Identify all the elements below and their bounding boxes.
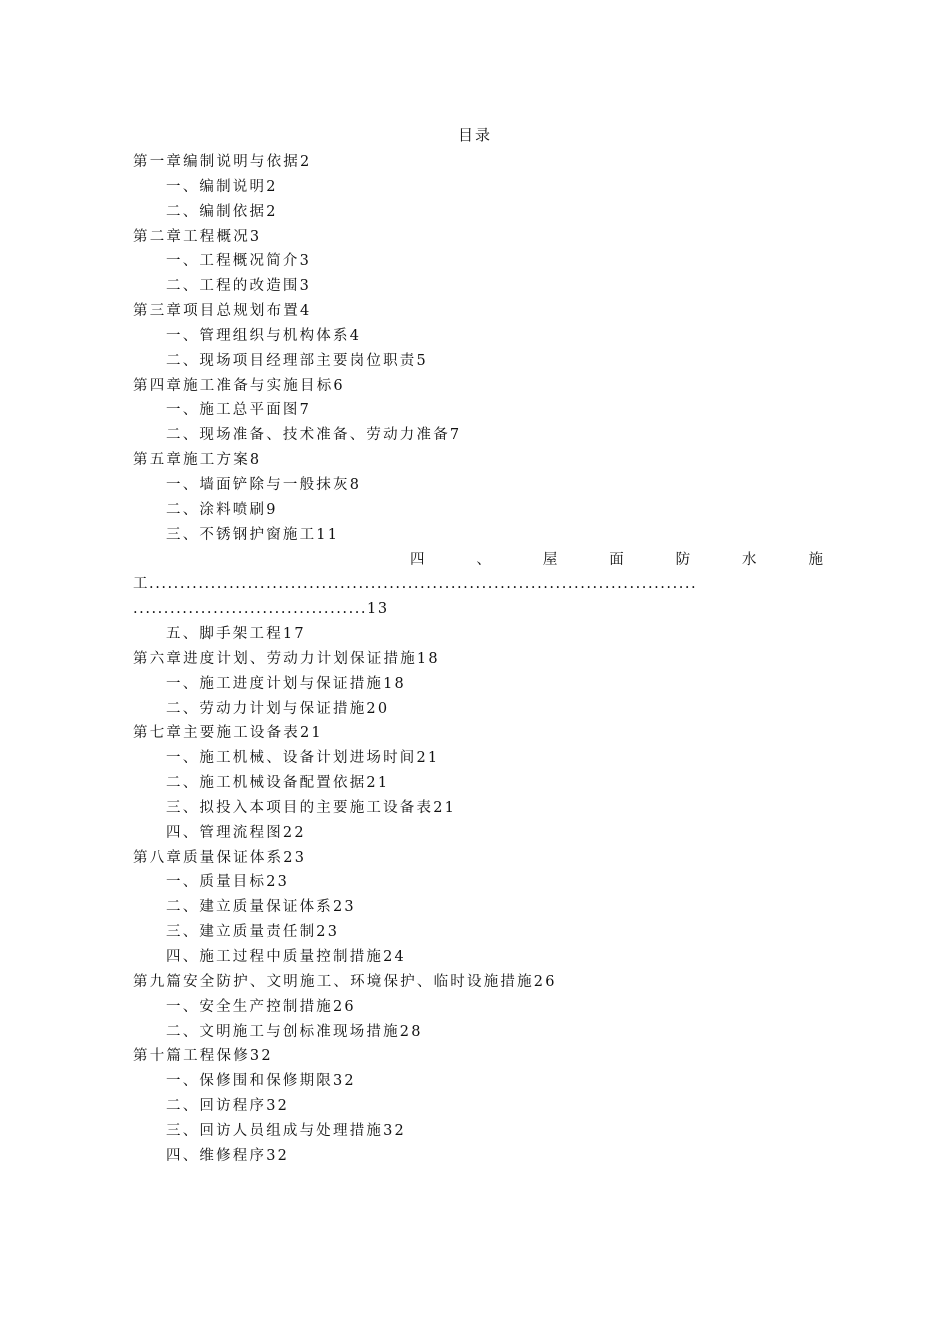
toc-section-entry[interactable]: 一、施工总平面图7 bbox=[166, 402, 312, 419]
toc-chapter-entry[interactable]: 第八章质量保证体系23 bbox=[133, 849, 307, 866]
toc-section-entry[interactable]: 四、维修程序32 bbox=[166, 1147, 290, 1164]
toc-section-entry[interactable]: 二、建立质量保证体系23 bbox=[166, 899, 356, 916]
toc-entry-char: 水 bbox=[742, 551, 757, 568]
toc-chapter-entry[interactable]: 第四章施工准备与实施目标6 bbox=[133, 377, 345, 394]
toc-chapter-entry[interactable]: 第五章施工方案8 bbox=[133, 452, 262, 469]
toc-section-entry[interactable]: 三、回访人员组成与处理措施32 bbox=[166, 1122, 406, 1139]
toc-chapter-entry[interactable]: 第六章进度计划、劳动力计划保证措施18 bbox=[133, 650, 440, 667]
toc-section-entry[interactable]: 二、涂料喷刷9 bbox=[166, 501, 278, 518]
toc-section-entry[interactable]: 五、脚手架工程17 bbox=[166, 626, 306, 643]
toc-section-entry[interactable]: 四、管理流程图22 bbox=[166, 824, 306, 841]
toc-section-entry[interactable]: 一、工程概况简介3 bbox=[166, 253, 312, 270]
toc-chapter-entry[interactable]: 第二章工程概况3 bbox=[133, 228, 262, 245]
toc-section-entry[interactable]: 一、编制说明2 bbox=[166, 178, 278, 195]
toc-section-entry[interactable]: 二、编制依据2 bbox=[166, 203, 278, 220]
toc-section-entry[interactable]: 四、施工过程中质量控制措施24 bbox=[166, 949, 406, 965]
toc-section-entry[interactable]: 一、保修围和保修期限32 bbox=[166, 1073, 356, 1090]
toc-section-entry[interactable]: 三、拟投入本项目的主要施工设备表21 bbox=[166, 799, 457, 816]
toc-entries-part1 bbox=[133, 150, 823, 548]
toc-entry-char: 四 bbox=[410, 551, 425, 568]
toc-entry-char: 防 bbox=[675, 551, 691, 568]
toc-section-entry[interactable]: 一、管理组织与机构体系4 bbox=[166, 327, 362, 344]
toc-section-entry[interactable]: 二、现场准备、技术准备、劳动力准备7 bbox=[166, 427, 462, 444]
toc-section-entry[interactable]: 二、回访程序32 bbox=[166, 1098, 290, 1115]
toc-section-entry[interactable]: 一、墙面铲除与一般抹灰8 bbox=[166, 476, 362, 493]
toc-entry-char: 、 bbox=[476, 551, 491, 568]
toc-entry-leader-page: ......................................13 bbox=[133, 601, 389, 618]
toc-section-entry[interactable]: 二、工程的改造围3 bbox=[166, 278, 312, 295]
toc-section-entry[interactable]: 三、建立质量责任制23 bbox=[166, 924, 340, 941]
toc-chapter-entry[interactable]: 第七章主要施工设备表21 bbox=[133, 725, 323, 742]
toc-section-entry[interactable]: 二、劳动力计划与保证措施20 bbox=[166, 700, 390, 717]
toc-chapter-entry[interactable]: 第九篇安全防护、文明施工、环境保护、临时设施措施26 bbox=[133, 973, 557, 990]
toc-entry-char: 面 bbox=[609, 551, 624, 568]
toc-chapter-entry[interactable]: 第十篇工程保修32 bbox=[133, 1048, 273, 1065]
toc-section-entry[interactable]: 二、施工机械设备配置依据21 bbox=[166, 775, 390, 792]
table-of-contents bbox=[133, 150, 823, 1169]
toc-section-entry[interactable]: 一、施工进度计划与保证措施18 bbox=[166, 675, 406, 692]
toc-section-entry[interactable]: 二、文明施工与创标准现场措施28 bbox=[166, 1023, 423, 1040]
toc-entries-part2 bbox=[133, 622, 823, 1169]
toc-section-entry[interactable]: 二、现场项目经理部主要岗位职责5 bbox=[166, 352, 428, 369]
toc-entry-char: 施 bbox=[808, 551, 823, 568]
toc-chapter-entry[interactable]: 第三章项目总规划布置4 bbox=[133, 303, 312, 320]
toc-section-entry[interactable]: 一、安全生产控制措施26 bbox=[166, 998, 356, 1015]
toc-entry-leader-line: 工......................................................................................... bbox=[133, 576, 698, 593]
toc-entry-char: 屋 bbox=[542, 551, 558, 568]
toc-chapter-entry[interactable]: 第一章编制说明与依据2 bbox=[133, 154, 312, 170]
toc-section-entry[interactable]: 三、不锈钢护窗施工11 bbox=[166, 526, 340, 543]
toc-entry-roof-waterproofing[interactable] bbox=[133, 548, 823, 573]
toc-section-entry[interactable]: 一、质量目标23 bbox=[166, 874, 290, 891]
toc-section-entry[interactable]: 一、施工机械、设备计划进场时间21 bbox=[166, 750, 440, 767]
toc-title: 目录 bbox=[457, 126, 492, 144]
